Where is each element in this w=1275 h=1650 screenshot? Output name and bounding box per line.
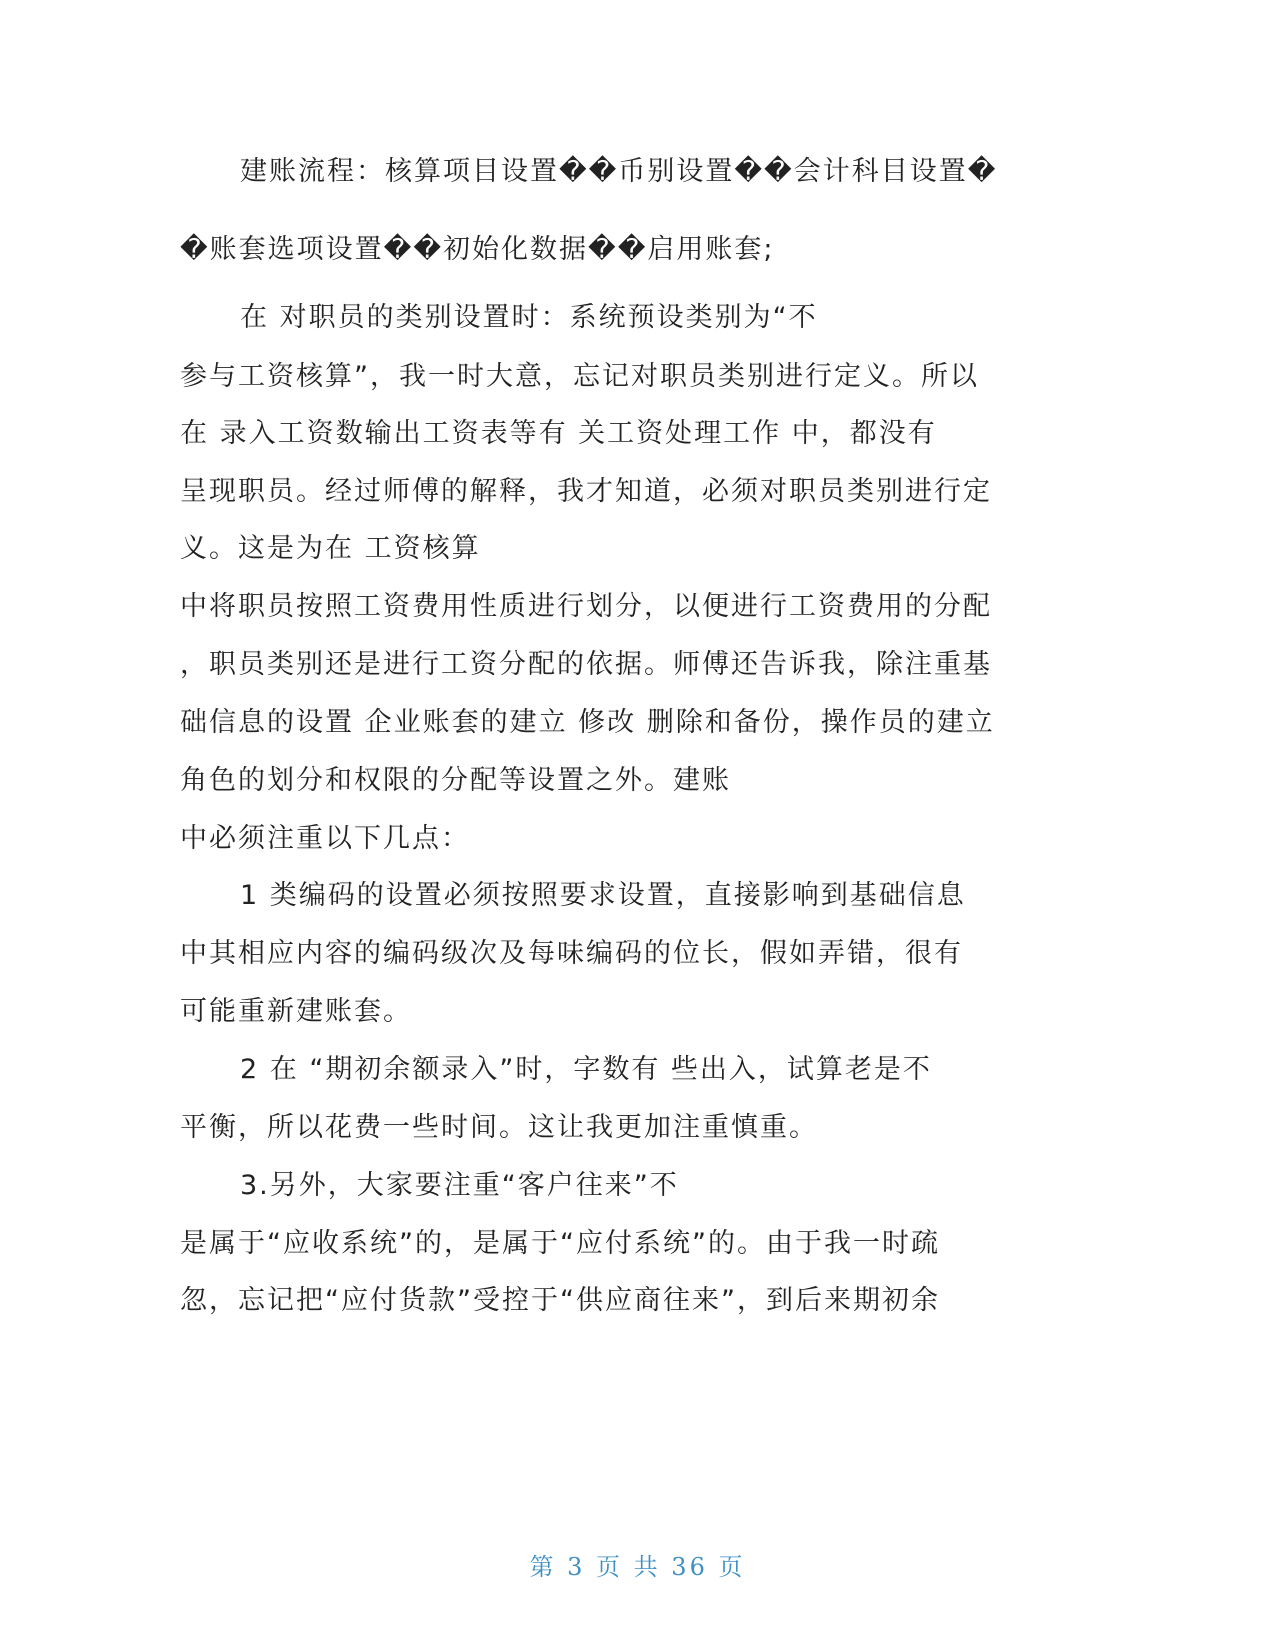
text-line: 呈现职员。经过师傅的解释，我才知道，必须对职员类别进行定: [180, 476, 992, 507]
text-line: 建账流程：核算项目设置��币别设置��会计科目设置�: [240, 156, 998, 187]
text-line: 角色的划分和权限的分配等设置之外。建账: [180, 765, 731, 796]
text-line: 中其相应内容的编码级次及每味编码的位长，假如弄错，很有: [180, 938, 963, 969]
text-line: 中必须注重以下几点：: [180, 823, 470, 854]
text-line: 1 类编码的设置必须按照要求设置，直接影响到基础信息: [240, 880, 966, 911]
text-line: 可能重新建账套。: [180, 996, 412, 1027]
text-line: 2 在 “期初余额录入”时，字数有 些出入，试算老是不: [240, 1054, 932, 1085]
text-line: 义。这是为在 工资核算: [180, 533, 481, 564]
text-line: 在 对职员的类别设置时：系统预设类别为“不: [240, 302, 818, 333]
text-line: 忽，忘记把“应付货款”受控于“供应商往来”，到后来期初余: [180, 1285, 940, 1316]
text-line: 3.另外，大家要注重“客户往来”不: [240, 1170, 679, 1201]
text-line: 平衡，所以花费一些时间。这让我更加注重慎重。: [180, 1112, 818, 1143]
page-number-label: 第 3 页 共 36 页: [529, 1553, 746, 1581]
text-line: �账套选项设置��初始化数据��启用账套;: [180, 234, 775, 265]
text-line: 础信息的设置 企业账套的建立 修改 删除和备份，操作员的建立: [180, 707, 995, 738]
page-number-footer: [0, 1547, 1275, 1582]
text-line: ，职员类别还是进行工资分配的依据。师傅还告诉我，除注重基: [180, 649, 992, 680]
text-line: 在 录入工资数输出工资表等有 关工资处理工作 中，都没有: [180, 418, 937, 449]
text-line: 参与工资核算”，我一时大意，忘记对职员类别进行定义。所以: [180, 361, 979, 392]
text-line: 中将职员按照工资费用性质进行划分，以便进行工资费用的分配: [180, 591, 992, 622]
text-line: 是属于“应收系统”的，是属于“应付系统”的。由于我一时疏: [180, 1228, 940, 1259]
